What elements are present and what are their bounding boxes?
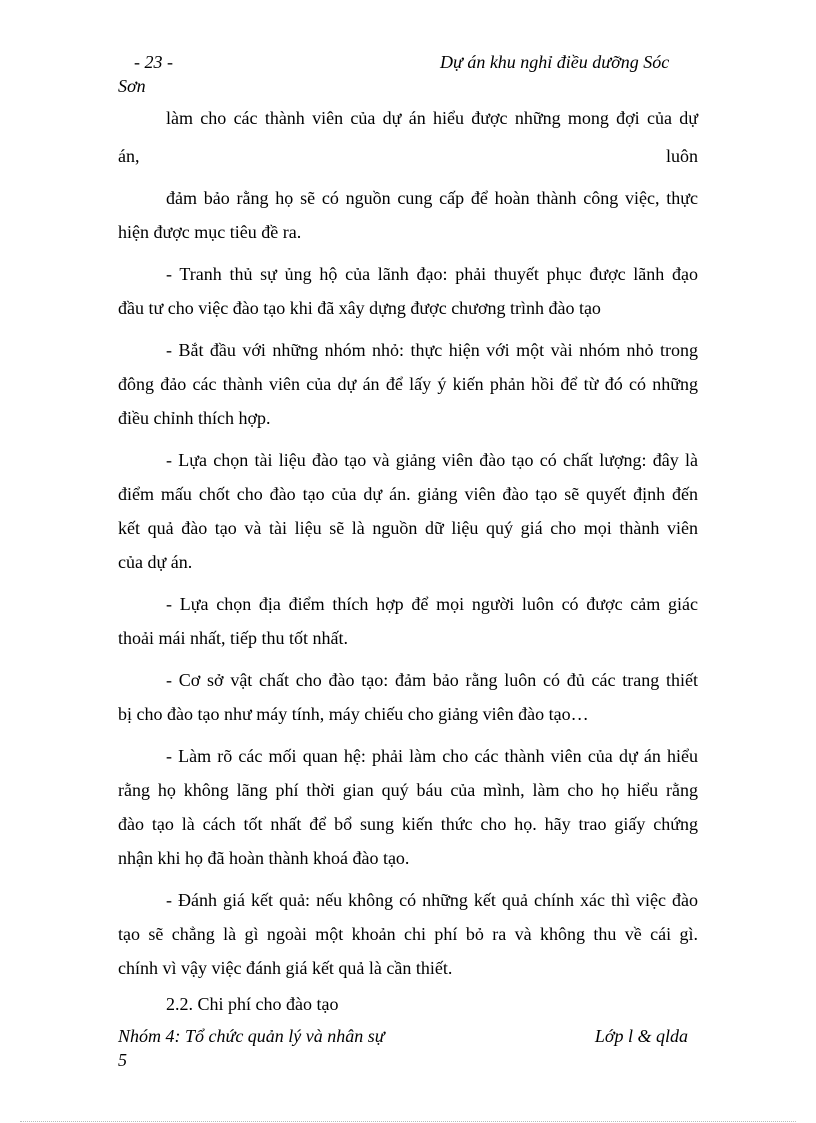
header-page-number: - 23 -	[134, 52, 173, 72]
footer-group-label: Nhóm 4: Tổ chức quản lý và nhân sự	[118, 1026, 385, 1046]
text-line: của dự án.	[118, 552, 193, 572]
text-line: thoải mái nhất, tiếp thu tốt nhất.	[118, 628, 348, 648]
text-line: đông đảo các thành viên của dự án để lấy ý kiến phản hồi để từ đó có những	[118, 374, 698, 394]
text-line: - Cơ sở vật chất cho đào tạo: đảm bảo rằng luôn có đủ các trang thiết	[166, 670, 698, 690]
text-line: tạo sẽ chẳng là gì ngoài một khoản chi phí bỏ ra và không thu về cái gì.	[118, 924, 698, 944]
text-line: - Lựa chọn tài liệu đào tạo và giảng viên đào tạo có chất lượng: đây là	[166, 450, 698, 470]
text-line: điểm mấu chốt cho đào tạo của dự án. giảng viên đào tạo sẽ quyết định đến	[118, 484, 698, 504]
section-heading: 2.2. Chi phí cho đào tạo	[166, 994, 339, 1014]
text-line: - Bắt đầu với những nhóm nhỏ: thực hiện với một vài nhóm nhỏ trong	[166, 340, 698, 360]
text-line: chính vì vậy việc đánh giá kết quả là cần thiết.	[118, 958, 453, 978]
text-line: rằng họ không lãng phí thời gian quý báu của mình, làm cho họ hiểu rằng	[118, 780, 698, 800]
text-line: kết quả đào tạo và tài liệu sẽ là nguồn dữ liệu quý giá cho mọi thành viên	[118, 518, 698, 538]
page-bottom-divider	[20, 1121, 796, 1122]
header-title: Dự án khu nghỉ điều dưỡng Sóc	[440, 52, 670, 72]
page-header	[118, 52, 698, 100]
text-line: - Lựa chọn địa điểm thích hợp để mọi người luôn có được cảm giác	[166, 594, 698, 614]
text-line: - Tranh thủ sự ủng hộ của lãnh đạo: phải thuyết phục được lãnh đạo	[166, 264, 698, 284]
text-line: đảm bảo rằng họ sẽ có nguồn cung cấp để hoàn thành công việc, thực	[166, 188, 698, 208]
text-line: án,	[118, 146, 140, 166]
footer-class-label: Lớp l & qlda	[594, 1026, 688, 1046]
text-line: điều chỉnh thích hợp.	[118, 408, 271, 428]
text-line: làm cho các thành viên của dự án hiểu được những mong đợi của dự	[166, 108, 698, 128]
text-line: đầu tư cho việc đào tạo khi đã xây dựng được chương trình đào tạo	[118, 298, 601, 318]
text-line: - Đánh giá kết quả: nếu không có những kết quả chính xác thì việc đào	[166, 890, 698, 910]
footer-page-number: 5	[118, 1050, 127, 1070]
text-line: đào tạo là cách tốt nhất để bổ sung kiến thức cho họ. hãy trao giấy chứng	[118, 814, 698, 834]
text-line: luôn	[665, 146, 698, 166]
text-line: nhận khi họ đã hoàn thành khoá đào tạo.	[118, 848, 410, 868]
text-line: hiện được mục tiêu đề ra.	[118, 222, 302, 242]
header-title-wrap: Sơn	[118, 76, 146, 96]
text-line: - Làm rõ các mối quan hệ: phải làm cho các thành viên của dự án hiểu	[166, 746, 698, 766]
page-footer	[118, 1026, 698, 1074]
text-line: bị cho đào tạo như máy tính, máy chiếu cho giảng viên đào tạo…	[118, 704, 589, 724]
